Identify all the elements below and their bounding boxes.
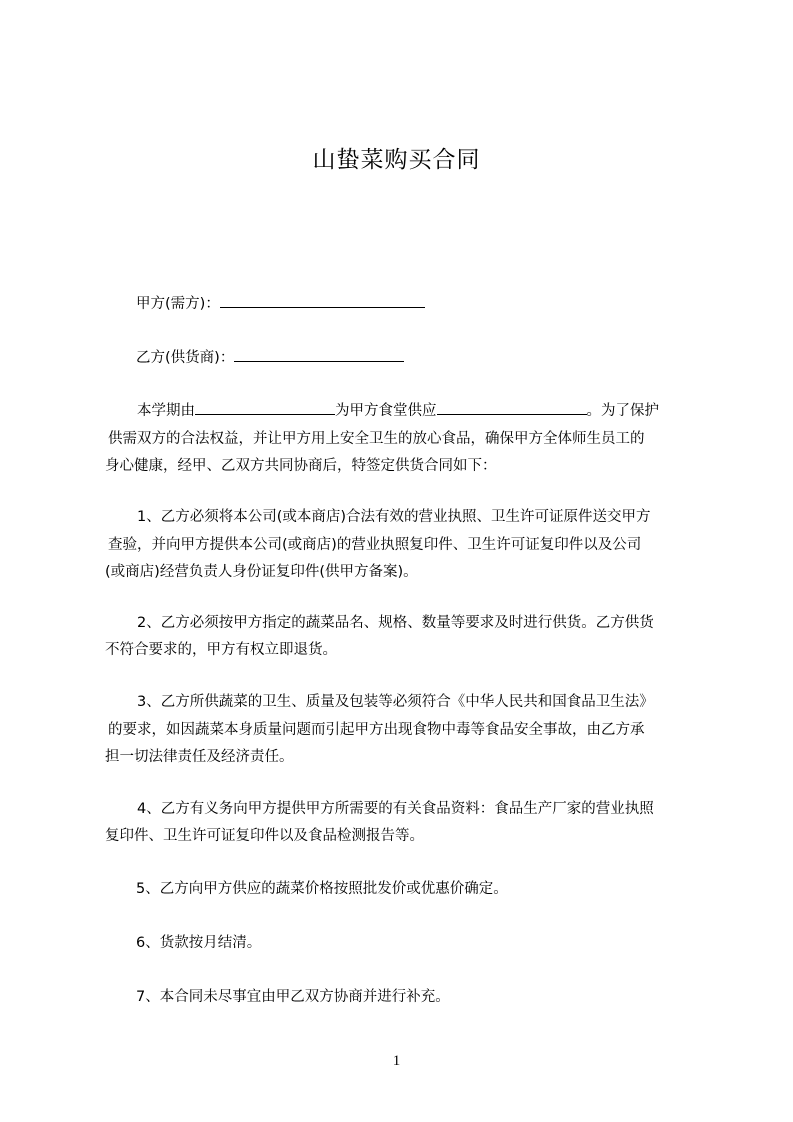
intro-line-2: 供需双方的合法权益，并让甲方用上安全卫生的放心食品，确保甲方全体师生员工的 [108,431,645,447]
clause-1-line-1: 1、乙方必须将本公司(或本商店)合法有效的营业执照、卫生许可证原件送交甲方 [137,509,651,525]
intro-line-1 [137,399,659,420]
clause-1-line-3: (或商店)经营负责人身份证复印件(供甲方备案)。 [105,564,418,580]
party-a-line [136,292,425,313]
clause-4-line-2: 复印件、卫生许可证复印件以及食品检测报告等。 [105,828,424,844]
intro-line-3: 身心健康，经甲、乙双方共同协商后，特签定供货合同如下： [105,458,497,474]
party-b-label: 乙方(供货商)： [136,350,235,366]
party-a-blank [220,295,425,308]
clause-7-line-1: 7、本合同未尽事宜由甲乙双方协商并进行补充。 [136,989,450,1005]
clause-1-line-2: 查验，并向甲方提供本公司(或商店)的营业执照复印件、卫生许可证复印件以及公司 [108,537,642,553]
clause-3-line-2: 的要求，如因蔬菜本身质量问题而引起甲方出现食物中毒等食品安全事故，由乙方承 [108,722,645,738]
contract-title: 山蛰菜购买合同 [312,147,481,173]
intro-text-2: 为甲方食堂供应 [335,403,437,419]
intro-text-3: 。为了保护 [586,403,659,419]
clause-2-line-2: 不符合要求的，甲方有权立即退货。 [105,642,337,658]
clause-3-line-3: 担一切法律责任及经济责任。 [105,749,294,765]
clause-6-line-1: 6、货款按月结清。 [136,935,262,951]
party-b-line [136,346,404,367]
page-number: 1 [392,1053,401,1069]
intro-blank-2 [437,402,587,415]
clause-5-line-1: 5、乙方向甲方供应的蔬菜价格按照批发价或优惠价确定。 [136,881,508,897]
clause-3-line-1: 3、乙方所供蔬菜的卫生、质量及包装等必须符合《中华人民共和国食品卫生法》 [137,694,654,710]
party-a-label: 甲方(需方)： [136,296,220,312]
party-b-blank [234,349,404,362]
clause-2-line-1: 2、乙方必须按甲方指定的蔬菜品名、规格、数量等要求及时进行供货。乙方供货 [137,615,654,631]
clause-4-line-1: 4、乙方有义务向甲方提供甲方所需要的有关食品资料：食品生产厂家的营业执照 [137,801,654,817]
intro-blank-1 [195,402,335,415]
intro-text-1: 本学期由 [137,403,195,419]
